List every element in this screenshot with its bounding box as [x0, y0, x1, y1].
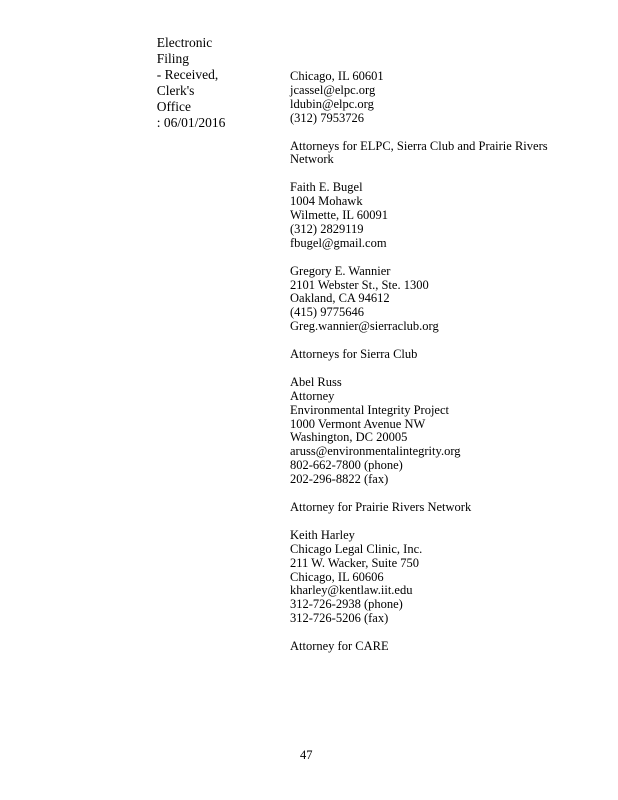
phone-line: 312-726-2938 (phone): [290, 597, 403, 612]
header-word: Clerk's: [156, 83, 195, 98]
service-list: [290, 70, 590, 668]
attorneys-for-label: [290, 140, 590, 168]
address-block-russ: [290, 376, 590, 487]
address-line: Wilmette, IL 60091: [290, 208, 388, 223]
header-word: Filing: [156, 51, 190, 66]
address-line: 1004 Mohawk: [290, 194, 363, 209]
address-line: Oakland, CA 94612: [290, 291, 390, 306]
attorneys-for-label: [290, 640, 590, 654]
phone-line: 802-662-7800 (phone): [290, 458, 403, 473]
header-word: : 06/01/2016: [156, 115, 226, 130]
email-line: ldubin@elpc.org: [290, 96, 374, 111]
attorney-name: Faith E. Bugel: [290, 180, 363, 195]
phone-line: (312) 7953726: [290, 110, 364, 125]
attorneys-for-label: [290, 348, 590, 362]
header-word: Electronic: [156, 35, 213, 50]
address-block-wannier: [290, 265, 590, 335]
address-line: Chicago, IL 60606: [290, 569, 384, 584]
address-block-elpc: [290, 70, 590, 126]
email-line: kharley@kentlaw.iit.edu: [290, 583, 413, 598]
address-line: Chicago, IL 60601: [290, 69, 384, 83]
phone-line: (312) 2829119: [290, 221, 364, 236]
email-line: aruss@environmentalintegrity.org: [290, 444, 461, 459]
email-line: fbugel@gmail.com: [290, 235, 387, 250]
attorney-name: Abel Russ: [290, 374, 342, 389]
address-line: 2101 Webster St., Ste. 1300: [290, 277, 429, 292]
address-line: 211 W. Wacker, Suite 750: [290, 555, 420, 570]
attorney-name: Gregory E. Wannier: [290, 263, 391, 278]
address-line: 1000 Vermont Avenue NW: [290, 416, 426, 431]
attorney-title: Attorney: [290, 388, 335, 403]
fax-line: 202-296-8822 (fax): [290, 472, 389, 487]
address-block-bugel: [290, 181, 590, 251]
attorneys-for-text: Attorneys for Sierra Club: [290, 347, 418, 362]
attorneys-for-text: Attorney for CARE: [290, 639, 389, 654]
attorneys-for-text: Attorney for Prairie Rivers Network: [290, 500, 472, 514]
header-word: - Received,: [156, 67, 219, 82]
phone-line: (415) 9775646: [290, 305, 364, 320]
organization-name: Environmental Integrity Project: [290, 402, 449, 417]
attorneys-for-text: Attorneys for ELPC, Sierra Club and Prairie Rivers Network: [290, 138, 548, 167]
email-line: Greg.wannier@sierraclub.org: [290, 319, 439, 334]
attorneys-for-label: [290, 501, 590, 515]
email-line: jcassel@elpc.org: [290, 82, 376, 97]
filing-stamp-header: [150, 19, 234, 131]
attorney-name: Keith Harley: [290, 527, 355, 542]
address-block-harley: [290, 529, 590, 626]
page-number: 47: [300, 748, 313, 762]
address-line: Washington, DC 20005: [290, 430, 408, 445]
organization-name: Chicago Legal Clinic, Inc.: [290, 541, 423, 556]
fax-line: 312-726-5206 (fax): [290, 611, 389, 626]
header-word: Office: [156, 99, 191, 114]
